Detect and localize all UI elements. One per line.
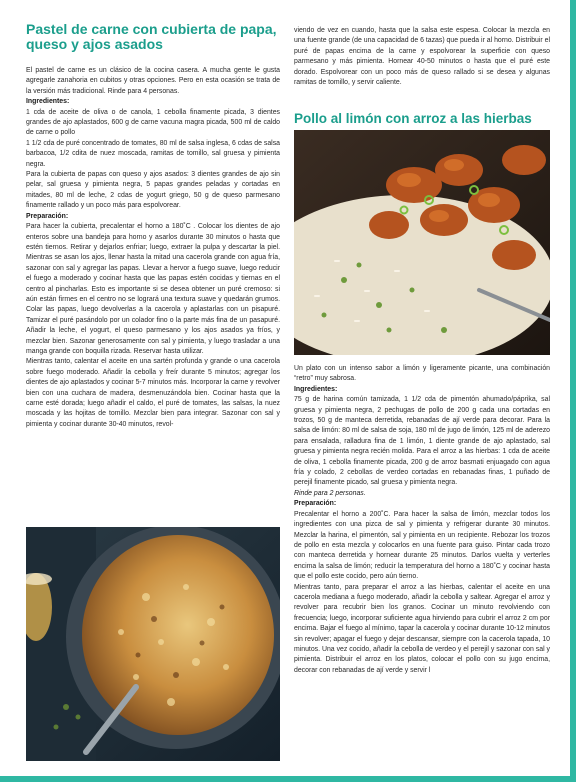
recipe1-ingredients-1: 1 cda de aceite de oliva o de canola, 1 cebolla finamente picada, 3 dientes grandes de ajo aplastados, 600 g de carne vacuna magra picada, 500 ml de caldo de carne o pollo [26,108,280,137]
recipe1-ingredients-3: Para la cubierta de papas con queso y ajos asados: 3 dientes grandes de ajo sin pelar, sal gruesa y pimienta negra, 5 papas grandes peladas y cortadas en mitades, 80 ml de leche, 2 cdas de yogurt griego, 50 g de queso parmesano finamente rallado y un poco más para espolvorear. [26,171,280,210]
recipe1-prep-2: Mientras tanto, calentar el aceite en una sartén profunda y grande o una cacerola sobre fuego moderado. Añadir la cebolla y freír durante 5 minutos; agregar los dientes de ajo aplastados y cocinar 5-7 minutos más. Incorporar la carne y revolver bien con una cuchara de madera, desmenuzándola bien. Cocinar hasta que la carne esté dorada; luego añadir el caldo, el puré de tomates, las salsas, la nuez moscada y las hojitas de tomillo. Mezclar bien para integrar. Sazonar con sal y pimienta y cocinar durante 30-40 minutos, revol- [26,358,280,428]
recipe1-title-line2: queso y ajos asados [26,36,163,52]
recipe1-title [26,22,280,52]
recipe2-ingredients-heading: Ingredientes: [294,385,338,393]
recipe2-ingredients: 75 g de harina común tamizada, 1 1/2 cda de pimentón ahumado/páprika, sal gruesa y pimienta negra, 2 pechugas de pollo de 200 g cada una cortadas en trozos, 50 g de manteca derretida, rebanadas de ají verde para decorar. Para la salsa de limón: 80 ml de salsa de soja, 180 ml de jugo de limón, 125 ml de aderezo para ensalada, ralladura fina de 1 limón, 1 diente grande de ajo aplastado, sal gruesa y pimienta negra recién molida. Para el arroz a las hierbas: 1 cda de aceite de oliva, 1 cebolla finamente picada, 200 g de arroz basmati enjuagado con agua fría y colado, 2 cebollas de verdeo cortadas en rebanadas finas, 1 puñado de perejil finamente picado, sal gruesa y pimienta negra. [294,396,550,487]
shepherds-pie-photo [26,527,280,761]
recipe2-intro: Un plato con un intenso sabor a limón y ligeramente picante, una combinación “retro” muy sabrosa. [294,365,550,383]
recipe2-prep-2: Mientras tanto, para preparar el arroz a las hierbas, calentar el aceite en una cacerola mediana a fuego moderado, añadir la cebolla y saltear. Agregar el arroz y revolver para recubrir bien los granos. Cocinar un minuto revolviendo con frecuencia; luego, incorporar suficiente agua hirviendo para cubrir el arroz 2 cm por encima. Bajar el fuego al mínimo, tapar la cacerola y cocinar durante 10-12 minutos sin revolver; apagar el fuego y dejar descansar, siempre con la cacerola tapada, 10 minutos. Una vez cocido, añadir la cebolla de verdeo y el perejil y sazonar con sal y pimienta. Distribuir el arroz en los platos, colocar el pollo con su jugo encima, decorar con rebanadas de ají verde y servir l [294,583,550,674]
recipe2-prep-heading: Preparación: [294,500,337,508]
recipe2-servings: Rinde para 2 personas. [294,489,366,497]
recipe1-continuation [294,26,550,88]
recipe2-prep-1: Precalentar el horno a 200˚C. Para hacer la salsa de limón, mezclar todos los ingredientes con una pizca de sal y pimienta y refrigerar durante 30 minutos. Mezclar la harina, el pimentón, sal y pimienta en un recipiente. Rebozar los trozos de pollo en esta mezcla y colocarlos en una fuente para guiso. Pintar cada trozo con manteca derretida y hornear durante 25 minutos. Darlos vuelta y verterles encima la salsa de limón; reducir la temperatura del horno a 180˚C y cocinar hasta que el pollo este cocido, pero aún tierno. [294,510,550,581]
recipe1-title-line1: Pastel de carne con cubierta de papa, [26,21,277,37]
accent-bar [570,0,576,782]
recipe1-cont-text: viendo de vez en cuando, hasta que la salsa este espesa. Colocar la mezcla en una fuente grande (de una capacidad de 6 tazas) que pueda ir al horno. Distribuir el puré de papas encima de la carne y espolvorear la superficie con queso parmesano y más pimienta. Hornear 40-50 minutos o hasta que el puré este dorado. Espolvorear con un poco más de queso rallado si se desea y algunas ramitas de tomillo, y servir caliente. [294,27,550,87]
lemon-chicken-photo [294,130,550,355]
recipe1-prep-1: Para hacer la cubierta, precalentar el horno a 180˚C . Colocar los dientes de ajo enteros sobre una bandeja para horno y asarlos durante 30 minutos o hasta que estén tiernos. Retirar y dejarlos enfriar; luego, extraer la pulpa y descartar la piel. Mientras se asan los ajos, llenar hasta la mitad una cacerola grande con agua fría, sazonar con sal y agregar las papas. Llevar a hervor a fuego suave, luego reducir el fuego a moderado y cocinar hasta que las papas estén cocidas y tiernas en el centro al pincharlas. Esto es importante si se desea obtener un puré cremoso: si aún están firmes en el centro no se logrará una textura suave y quedarán grumos. Colar las papas, luego devolverlas a la cacerola y aplastarlas con un pisapuré. Tamizar el puré pasándolo por un colador fino o la parte más fina de un pasapuré. Añadir la leche, el yogurt, el queso parmesano y los ajos asados ya fríos, y mezclar bien. Sazonar generosamente con sal y pimienta, y luego trasladar a una manga grande con boquilla rizada. Reservar hasta utilizar. [26,223,280,355]
recipe2-body [294,364,550,676]
recipe1-ingredients-2: 1 1/2 cda de puré concentrado de tomates, 80 ml de salsa inglesa, 6 cdas de salsa barbacoa, 1/2 cdita de nuez moscada, ramitas de tomillo, sal gruesa y pimienta negra. [26,139,280,168]
recipe2-title: Pollo al limón con arroz a las hierbas [294,111,532,126]
recipe1-ingredients-heading: Ingredientes: [26,98,70,106]
recipe1-prep-heading: Preparación: [26,212,69,220]
bottom-accent-bar [0,776,576,782]
recipe1-intro: El pastel de carne es un clásico de la cocina casera. A mucha gente le gusta agregarle zanahoria en cubitos y otras opciones. Pero en esta ocasión se trata de la versión más tradicional. Rinde para 4 personas. [26,67,280,95]
recipe1-body [26,66,280,430]
